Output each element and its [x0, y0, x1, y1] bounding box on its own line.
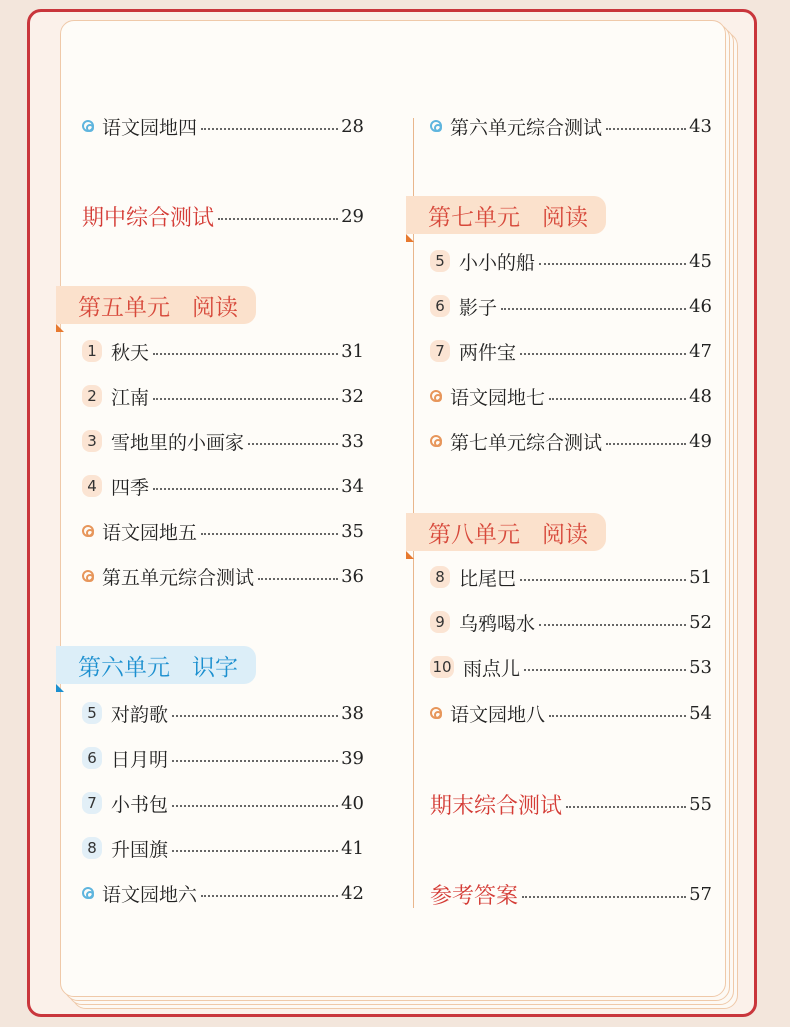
toc-entry[interactable]: 语文园地六 42: [82, 879, 364, 907]
ring-bullet-icon: [82, 887, 94, 899]
toc-entry[interactable]: 语文园地七 48: [430, 382, 712, 410]
toc-entry[interactable]: 3 雪地里的小画家 33: [82, 427, 364, 455]
unit-6-heading: 第六单元 识字: [56, 646, 256, 684]
ring-bullet-icon: [430, 707, 442, 719]
unit-7-heading: 第七单元 阅读: [406, 196, 606, 234]
toc-entry[interactable]: 7 小书包 40: [82, 789, 364, 817]
toc-entry-final-test[interactable]: 期末综合测试 55: [430, 793, 712, 819]
ring-bullet-icon: [82, 120, 94, 132]
toc-entry[interactable]: 8 升国旗 41: [82, 834, 364, 862]
ring-bullet-icon: [430, 390, 442, 402]
ring-bullet-icon: [430, 120, 442, 132]
toc-entry[interactable]: 2 江南 32: [82, 382, 364, 410]
toc-entry[interactable]: 5 对韵歌 38: [82, 699, 364, 727]
unit-8-heading: 第八单元 阅读: [406, 513, 606, 551]
toc-entry-answers[interactable]: 参考答案 57: [430, 883, 712, 909]
toc-entry[interactable]: 第五单元综合测试 36: [82, 562, 364, 590]
toc-entry-midterm[interactable]: 期中综合测试 29: [82, 205, 364, 231]
toc-entry[interactable]: 语文园地八 54: [430, 699, 712, 727]
toc-entry[interactable]: 10 雨点儿 53: [430, 653, 712, 681]
ring-bullet-icon: [82, 525, 94, 537]
toc-entry[interactable]: 6 影子 46: [430, 292, 712, 320]
toc-entry[interactable]: 第七单元综合测试 49: [430, 427, 712, 455]
ring-bullet-icon: [82, 570, 94, 582]
toc-entry[interactable]: 语文园地五 35: [82, 517, 364, 545]
toc-entry[interactable]: 1 秋天 31: [82, 337, 364, 365]
unit-5-heading: 第五单元 阅读: [56, 286, 256, 324]
toc-entry[interactable]: 语文园地四 28: [82, 112, 364, 140]
ring-bullet-icon: [430, 435, 442, 447]
toc-entry[interactable]: 5 小小的船 45: [430, 247, 712, 275]
toc-entry[interactable]: 7 两件宝 47: [430, 337, 712, 365]
toc-entry[interactable]: 9 乌鸦喝水 52: [430, 608, 712, 636]
toc-entry[interactable]: 6 日月明 39: [82, 744, 364, 772]
toc-entry[interactable]: 8 比尾巴 51: [430, 563, 712, 591]
toc-entry[interactable]: 4 四季 34: [82, 472, 364, 500]
toc-entry[interactable]: 第六单元综合测试 43: [430, 112, 712, 140]
